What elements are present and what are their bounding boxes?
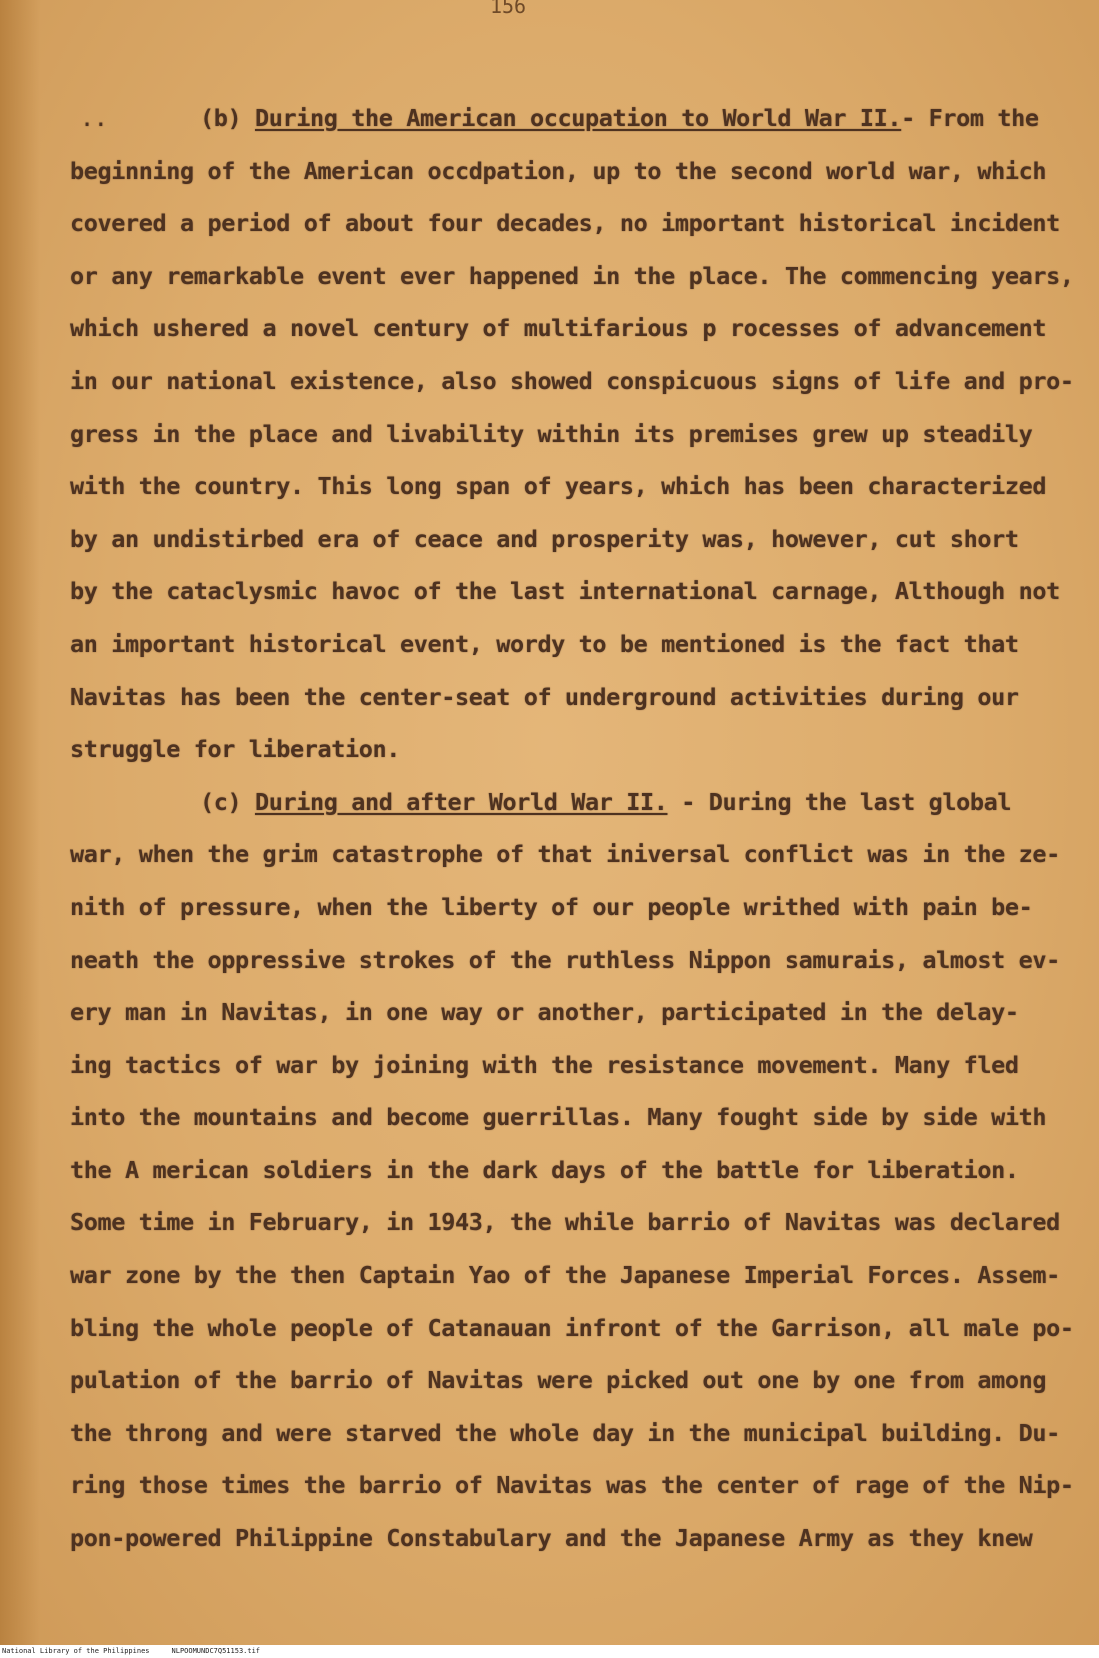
text-line: struggle for liberation. xyxy=(70,735,400,764)
text-line: pon-powered Philippine Constabulary and the Japanese Army as they knew xyxy=(70,1524,1033,1553)
text-line: ery man in Navitas, in one way or another, participated in the delay- xyxy=(70,998,1019,1027)
text-line: with the country. This long span of years, which has been characterized xyxy=(70,472,1047,501)
scan-footer xyxy=(0,1645,1099,1658)
text-line: bling the whole people of Catanauan infront of the Garrison, all male po- xyxy=(70,1313,1074,1342)
text-line: ring those times the barrio of Navitas was the center of rage of the Nip- xyxy=(70,1471,1074,1500)
text-line: pulation of the barrio of Navitas were picked out one by one from among xyxy=(70,1366,1047,1395)
text-line: war, when the grim catastrophe of that iniversal conflict was in the ze- xyxy=(70,840,1060,869)
paragraph-c-heading-line xyxy=(70,776,1035,829)
text-line: into the mountains and become guerrillas. Many fought side by side with xyxy=(70,1103,1047,1132)
text-line: the A merican soldiers in the dark days of the battle for liberation. xyxy=(70,1155,1019,1184)
text-line: Navitas has been the center-seat of underground activities during our xyxy=(70,682,1019,711)
page-number: 156 xyxy=(489,0,527,18)
text-line: war zone by the then Captain Yao of the Japanese Imperial Forces. Assem- xyxy=(70,1261,1060,1290)
text-line: covered a period of about four decades, no important historical incident xyxy=(70,209,1060,238)
paragraph-b-heading-line xyxy=(70,92,1039,145)
text-line: by the cataclysmic havoc of the last international carnage, Although not xyxy=(70,577,1060,606)
footer-reference: NLPOOMUNDC7Q51153.tif xyxy=(171,1647,261,1655)
page-shadow-edge xyxy=(0,0,40,1645)
text-line: nith of pressure, when the liberty of our people writhed with pain be- xyxy=(70,892,1033,921)
text-line: in our national existence, also showed conspicuous signs of life and pro- xyxy=(70,366,1074,395)
text-line: beginning of the American occdpation, up to the second world war, which xyxy=(70,156,1047,185)
document-body xyxy=(70,92,1074,1565)
text-line: ing tactics of war by joining with the resistance movement. Many fled xyxy=(70,1050,1019,1079)
text-line: - From the xyxy=(901,104,1039,132)
text-line: Some time in February, in 1943, the while barrio of Navitas was declared xyxy=(70,1208,1060,1237)
text-line: neath the oppressive strokes of the ruthless Nippon samurais, almost ev- xyxy=(70,945,1060,974)
footer-library: National Library of the Philippines xyxy=(2,1647,150,1655)
text-line: - During the last global xyxy=(667,787,1012,816)
text-line: the throng and were starved the whole day in the municipal building. Du- xyxy=(70,1418,1060,1447)
text-line: gress in the place and livability within its premises grew up steadily xyxy=(70,419,1033,448)
paragraph-c-heading: During and after World War II. xyxy=(255,787,668,816)
paragraph-b-marker: .. xyxy=(80,104,108,132)
text-line: an important historical event, wordy to be mentioned is the fact that xyxy=(70,629,1019,658)
text-line: which ushered a novel century of multifarious p rocesses of advancement xyxy=(70,314,1047,343)
paragraph-b-label: (b) xyxy=(200,104,242,132)
text-line: by an undistirbed era of ceace and prosperity was, however, cut short xyxy=(70,524,1019,553)
paragraph-c-label: (c) xyxy=(200,787,242,816)
text-line: or any remarkable event ever happened in the place. The commencing years, xyxy=(70,261,1074,290)
paragraph-b-heading: During the American occupation to World War II. xyxy=(255,104,902,132)
